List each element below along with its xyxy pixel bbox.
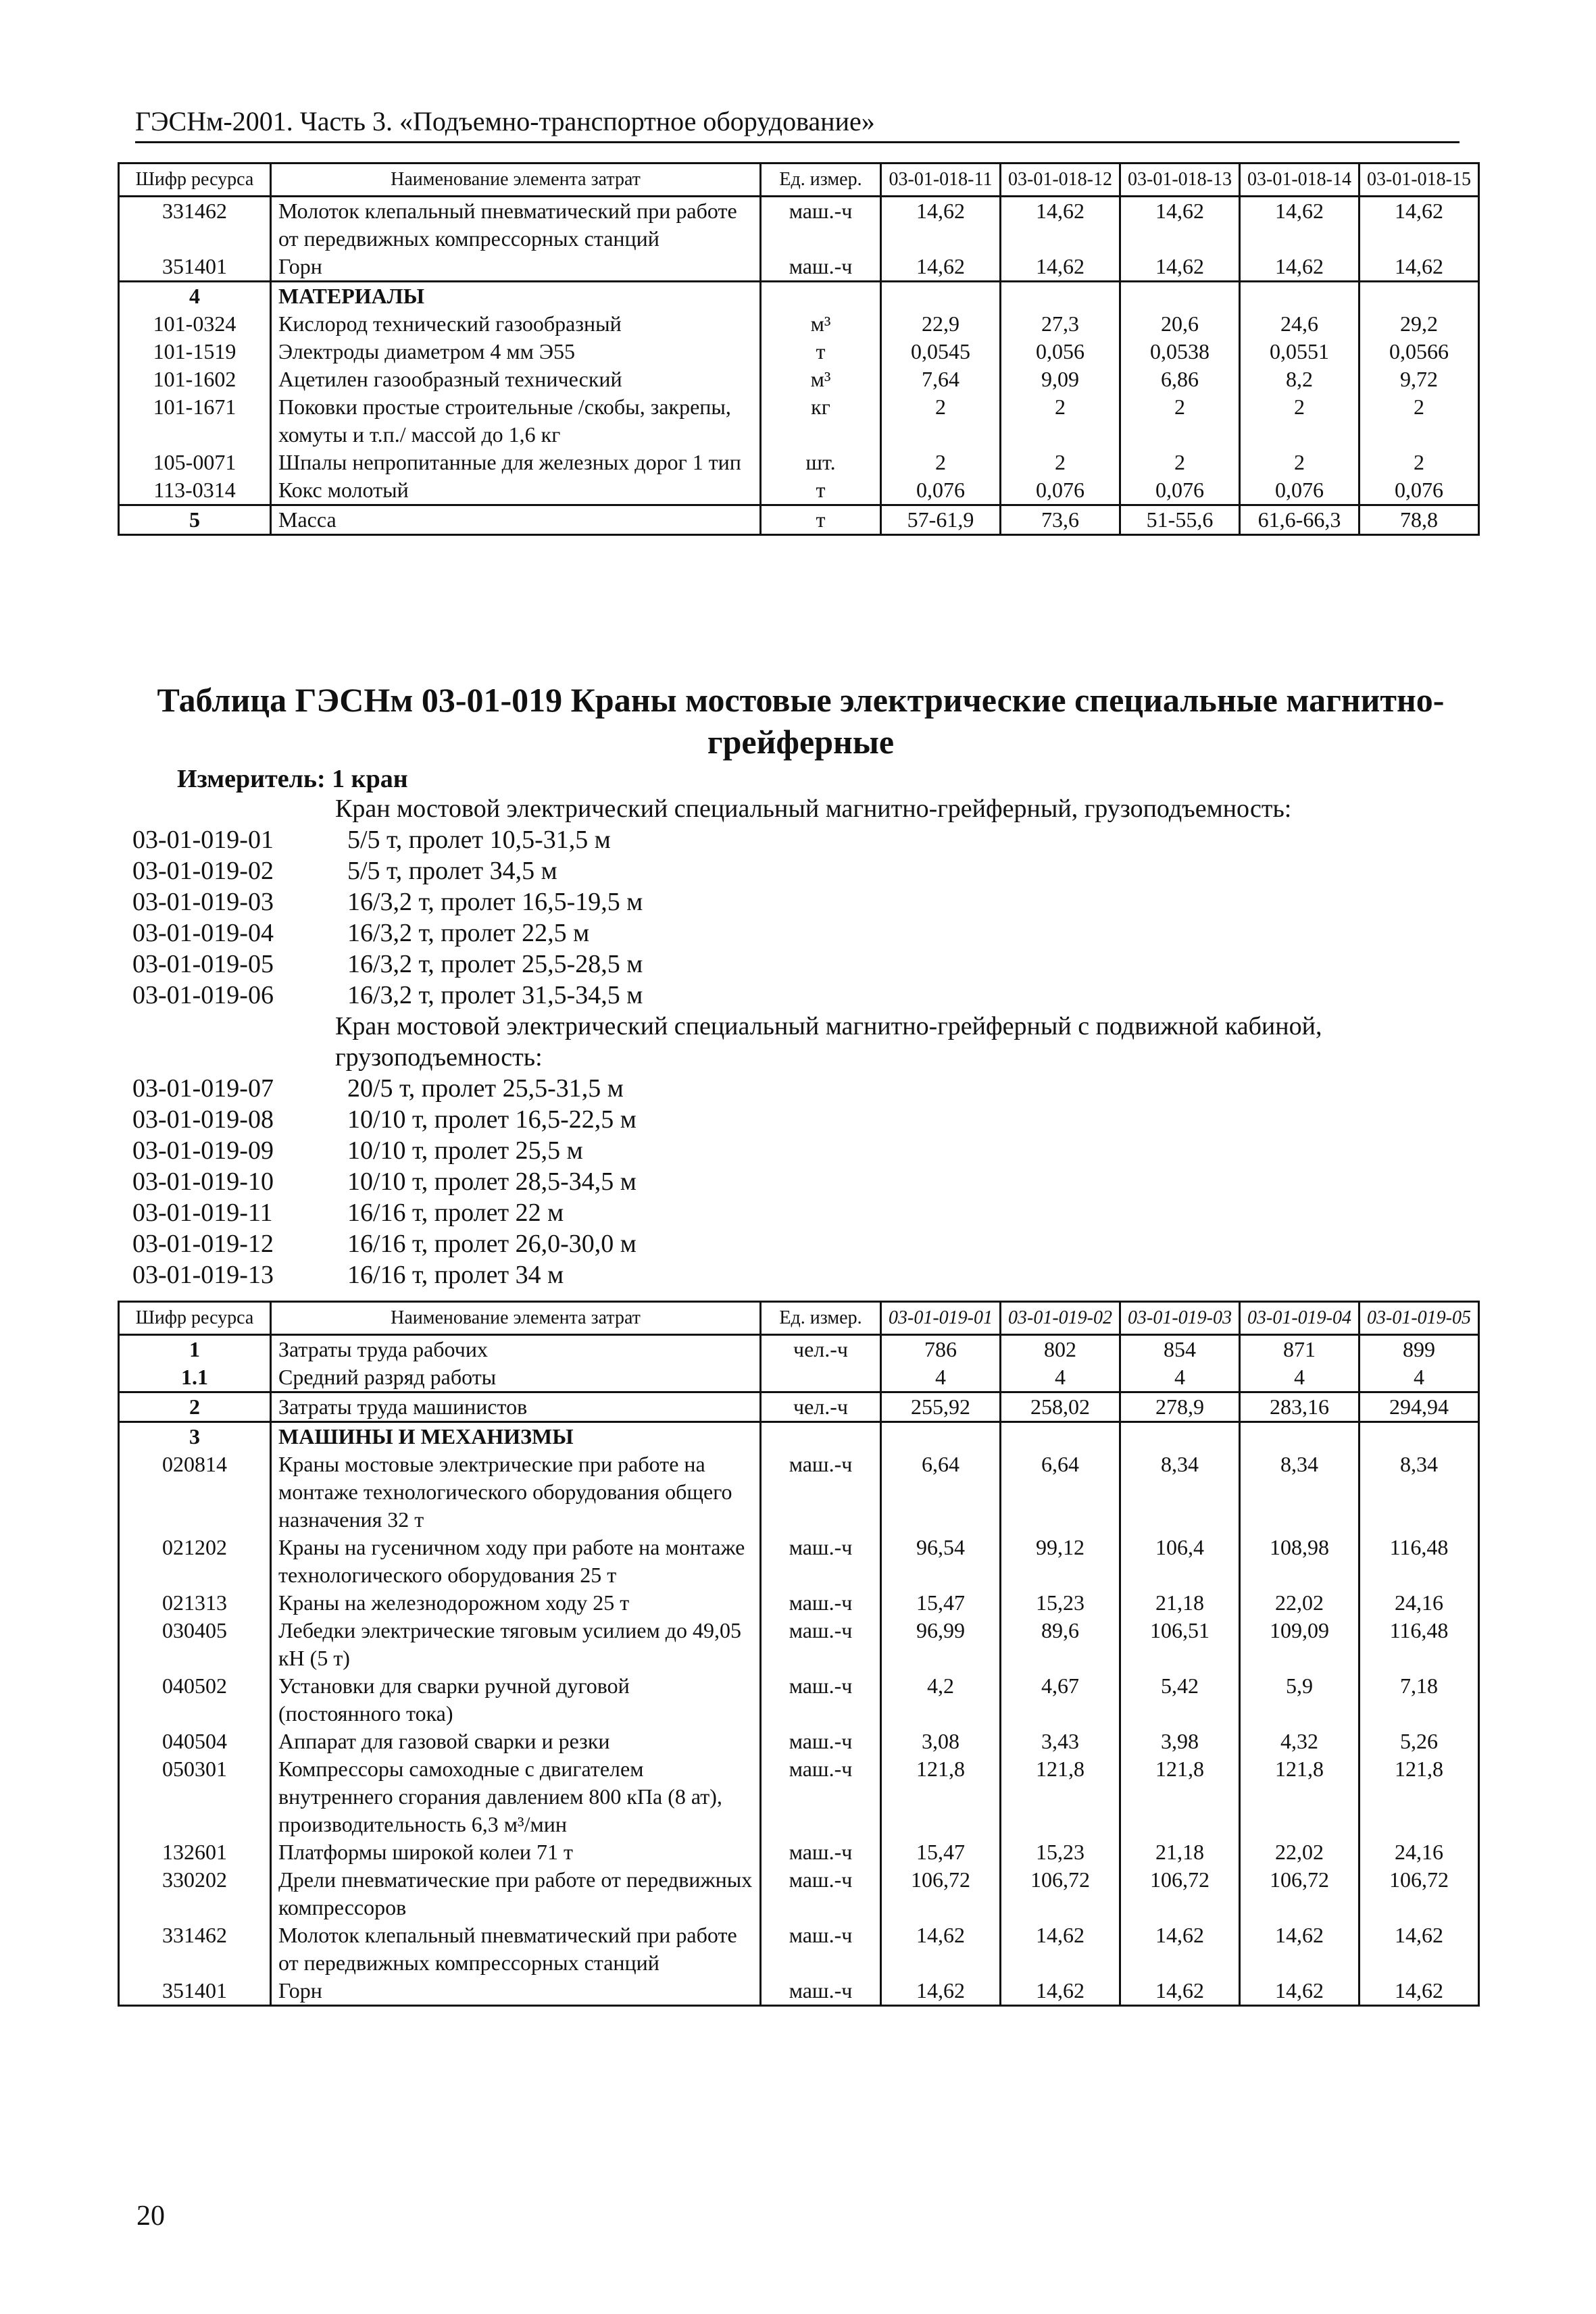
resource-name: МАТЕРИАЛЫ	[271, 282, 761, 311]
resource-value: 121,8	[1240, 1755, 1360, 1838]
norm-description: 16/16 т, пролет 22 м	[347, 1199, 564, 1227]
resource-value: 0,056	[1001, 338, 1120, 366]
page-header: ГЭСНм-2001. Часть 3. «Подъемно-транспортное оборудование»	[135, 105, 1460, 143]
resource-unit: маш.-ч	[761, 253, 881, 282]
resource-value: 2	[1001, 393, 1120, 449]
resource-name: Установки для сварки ручной дуговой (постоянного тока)	[271, 1672, 761, 1728]
resource-code: 101-1671	[119, 393, 271, 449]
resource-value: 0,076	[1360, 476, 1479, 505]
resource-value: 0,076	[1120, 476, 1240, 505]
resource-value: 27,3	[1001, 310, 1120, 338]
column-header-code: Шифр ресурса	[119, 1302, 271, 1335]
resource-code: 030405	[119, 1617, 271, 1672]
resource-value: 14,62	[1120, 197, 1240, 253]
column-header-norm-code: 03-01-018-14	[1240, 164, 1360, 197]
resource-code: 050301	[119, 1755, 271, 1838]
resource-value: 294,94	[1360, 1392, 1479, 1422]
table-row	[119, 282, 1479, 311]
norm-code: 03-01-019-11	[132, 1199, 273, 1227]
resource-unit	[761, 1363, 881, 1392]
table-row	[119, 338, 1479, 366]
column-header-code: Шифр ресурса	[119, 164, 271, 197]
resource-value: 2	[1240, 449, 1360, 476]
norm-code: 03-01-019-02	[132, 857, 274, 885]
resource-name: Затраты труда рабочих	[271, 1335, 761, 1364]
group-caption: грузоподъемность:	[335, 1043, 543, 1072]
resource-unit: т	[761, 338, 881, 366]
resource-value	[1001, 1422, 1120, 1451]
resource-value: 121,8	[1360, 1755, 1479, 1838]
resource-value: 15,47	[881, 1589, 1001, 1617]
resource-value: 4	[1360, 1363, 1479, 1392]
norm-list-item	[132, 917, 1477, 949]
norm-list-item	[132, 1135, 1477, 1166]
norm-list	[132, 793, 1477, 1290]
column-header-unit: Ед. измер.	[761, 164, 881, 197]
resource-value: 14,62	[1120, 253, 1240, 282]
column-header-norm-code: 03-01-018-11	[881, 164, 1001, 197]
resource-value: 29,2	[1360, 310, 1479, 338]
resource-code: 101-0324	[119, 310, 271, 338]
resource-value: 24,16	[1360, 1589, 1479, 1617]
resource-name: Кокс молотый	[271, 476, 761, 505]
resource-value: 4	[1240, 1363, 1360, 1392]
resource-code: 113-0314	[119, 476, 271, 505]
resource-value: 4,32	[1240, 1728, 1360, 1755]
resource-table-018	[118, 162, 1480, 536]
resource-value: 78,8	[1360, 505, 1479, 535]
page-number: 20	[136, 2200, 165, 2232]
table-title: Таблица ГЭСНм 03-01-019 Краны мостовые электрические специальные магнитно-грейферные	[157, 681, 1445, 761]
resource-value: 106,72	[1240, 1866, 1360, 1921]
resource-code: 021202	[119, 1534, 271, 1589]
table-row	[119, 1755, 1479, 1838]
resource-value: 8,2	[1240, 366, 1360, 393]
resource-unit: маш.-ч	[761, 1672, 881, 1728]
resource-value: 8,34	[1240, 1451, 1360, 1534]
resource-value: 14,62	[1001, 1977, 1120, 2006]
resource-value: 61,6-66,3	[1240, 505, 1360, 535]
resource-value: 99,12	[1001, 1534, 1120, 1589]
norm-code: 03-01-019-12	[132, 1230, 274, 1258]
resource-value: 6,86	[1120, 366, 1240, 393]
column-header-name: Наименование элемента затрат	[271, 1302, 761, 1335]
norm-list-item	[132, 824, 1477, 855]
resource-value: 14,62	[1360, 253, 1479, 282]
column-header-norm-code: 03-01-018-15	[1360, 164, 1479, 197]
resource-value: 14,62	[1001, 253, 1120, 282]
table-row	[119, 1866, 1479, 1921]
resource-value: 51-55,6	[1120, 505, 1240, 535]
resource-value: 57-61,9	[881, 505, 1001, 535]
resource-value: 0,076	[1240, 476, 1360, 505]
resource-value: 24,16	[1360, 1838, 1479, 1866]
table-row	[119, 310, 1479, 338]
resource-value: 3,08	[881, 1728, 1001, 1755]
resource-name: Краны на гусеничном ходу при работе на монтаже технологического оборудования 25 т	[271, 1534, 761, 1589]
table-row	[119, 449, 1479, 476]
resource-value: 0,076	[881, 476, 1001, 505]
resource-unit: маш.-ч	[761, 1921, 881, 1977]
resource-name: Горн	[271, 1977, 761, 2006]
column-header-norm-code: 03-01-018-12	[1001, 164, 1120, 197]
column-header-norm-code: 03-01-019-05	[1360, 1302, 1479, 1335]
norm-description: 10/10 т, пролет 25,5 м	[347, 1136, 583, 1165]
resource-value: 106,51	[1120, 1617, 1240, 1672]
resource-value: 106,72	[1120, 1866, 1240, 1921]
resource-name: Молоток клепальный пневматический при работе от передвижных компрессорных станций	[271, 1921, 761, 1977]
resource-value: 2	[1120, 393, 1240, 449]
resource-value: 854	[1120, 1335, 1240, 1364]
resource-value: 109,09	[1240, 1617, 1360, 1672]
resource-value: 278,9	[1120, 1392, 1240, 1422]
resource-code: 101-1519	[119, 338, 271, 366]
resource-value: 5,26	[1360, 1728, 1479, 1755]
resource-value: 0,0551	[1240, 338, 1360, 366]
resource-value: 2	[1360, 393, 1479, 449]
resource-unit: маш.-ч	[761, 1977, 881, 2006]
resource-unit	[761, 1422, 881, 1451]
resource-value	[1120, 1422, 1240, 1451]
norm-description: 16/3,2 т, пролет 31,5-34,5 м	[347, 981, 643, 1009]
resource-value: 8,34	[1120, 1451, 1240, 1534]
resource-value: 14,62	[1240, 1921, 1360, 1977]
norm-code: 03-01-019-06	[132, 981, 274, 1009]
resource-unit: маш.-ч	[761, 1838, 881, 1866]
norm-description: 10/10 т, пролет 28,5-34,5 м	[347, 1167, 637, 1196]
measure-unit: Измеритель: 1 кран	[177, 765, 408, 793]
resource-code: 132601	[119, 1838, 271, 1866]
table-row	[119, 1617, 1479, 1672]
norm-code: 03-01-019-13	[132, 1261, 274, 1289]
norm-code: 03-01-019-01	[132, 826, 274, 854]
resource-value: 14,62	[881, 253, 1001, 282]
column-header-norm-code: 03-01-018-13	[1120, 164, 1240, 197]
resource-value: 116,48	[1360, 1617, 1479, 1672]
norm-list-item	[132, 1228, 1477, 1259]
norm-description: 16/3,2 т, пролет 25,5-28,5 м	[347, 950, 643, 978]
norm-list-item	[132, 1073, 1477, 1104]
resource-value	[1240, 282, 1360, 311]
resource-value: 22,9	[881, 310, 1001, 338]
resource-value: 2	[1240, 393, 1360, 449]
resource-name: Молоток клепальный пневматический при работе от передвижных компрессорных станций	[271, 197, 761, 253]
resource-code: 1	[119, 1335, 271, 1364]
resource-unit: маш.-ч	[761, 1589, 881, 1617]
resource-value: 121,8	[1001, 1755, 1120, 1838]
resource-unit: маш.-ч	[761, 1755, 881, 1838]
table-row	[119, 1838, 1479, 1866]
table-row	[119, 1335, 1479, 1364]
resource-value: 15,47	[881, 1838, 1001, 1866]
resource-value: 14,62	[1120, 1921, 1240, 1977]
norm-list-item	[132, 855, 1477, 886]
resource-name: Поковки простые строительные /скобы, закрепы, хомуты и т.п./ массой до 1,6 кг	[271, 393, 761, 449]
column-header-norm-code: 03-01-019-01	[881, 1302, 1001, 1335]
resource-value: 2	[1360, 449, 1479, 476]
resource-code: 330202	[119, 1866, 271, 1921]
norm-description: 16/3,2 т, пролет 16,5-19,5 м	[347, 888, 643, 916]
table-row	[119, 253, 1479, 282]
resource-unit: маш.-ч	[761, 1451, 881, 1534]
resource-value	[1360, 282, 1479, 311]
resource-value: 9,72	[1360, 366, 1479, 393]
resource-value: 3,43	[1001, 1728, 1120, 1755]
resource-value: 2	[1001, 449, 1120, 476]
resource-value: 871	[1240, 1335, 1360, 1364]
resource-value: 121,8	[1120, 1755, 1240, 1838]
table-row	[119, 1392, 1479, 1422]
resource-value: 14,62	[881, 1921, 1001, 1977]
resource-value: 121,8	[881, 1755, 1001, 1838]
resource-code: 331462	[119, 1921, 271, 1977]
resource-code: 021313	[119, 1589, 271, 1617]
norm-code: 03-01-019-05	[132, 950, 274, 978]
resource-value: 0,076	[1001, 476, 1120, 505]
resource-value: 14,62	[1240, 253, 1360, 282]
resource-name: Кислород технический газообразный	[271, 310, 761, 338]
norm-description: 5/5 т, пролет 10,5-31,5 м	[347, 826, 611, 854]
resource-value: 4	[881, 1363, 1001, 1392]
resource-unit: маш.-ч	[761, 1534, 881, 1589]
resource-value: 4,2	[881, 1672, 1001, 1728]
resource-value: 106,72	[1360, 1866, 1479, 1921]
resource-name: Платформы широкой колеи 71 т	[271, 1838, 761, 1866]
resource-value: 786	[881, 1335, 1001, 1364]
table-row	[119, 1534, 1479, 1589]
norm-list-item	[132, 980, 1477, 1011]
resource-value: 14,62	[1360, 1977, 1479, 2006]
norm-code: 03-01-019-04	[132, 919, 274, 947]
resource-name: Лебедки электрические тяговым усилием до 49,05 кН (5 т)	[271, 1617, 761, 1672]
resource-code: 5	[119, 505, 271, 535]
resource-value: 14,62	[881, 197, 1001, 253]
resource-code: 351401	[119, 1977, 271, 2006]
table-row	[119, 1977, 1479, 2006]
table-row	[119, 366, 1479, 393]
resource-value: 116,48	[1360, 1534, 1479, 1589]
table-row	[119, 1672, 1479, 1728]
resource-unit: маш.-ч	[761, 1728, 881, 1755]
resource-name: Краны на железнодорожном ходу 25 т	[271, 1589, 761, 1617]
norm-list-item	[132, 886, 1477, 917]
resource-value: 96,54	[881, 1534, 1001, 1589]
resource-unit	[761, 282, 881, 311]
resource-value: 14,62	[1360, 197, 1479, 253]
resource-value: 14,62	[1001, 1921, 1120, 1977]
resource-value: 5,42	[1120, 1672, 1240, 1728]
resource-value: 4	[1120, 1363, 1240, 1392]
resource-unit: т	[761, 505, 881, 535]
resource-value	[1120, 282, 1240, 311]
column-header-norm-code: 03-01-019-02	[1001, 1302, 1120, 1335]
resource-value: 89,6	[1001, 1617, 1120, 1672]
resource-value: 7,64	[881, 366, 1001, 393]
table-row	[119, 1422, 1479, 1451]
resource-value: 106,72	[1001, 1866, 1120, 1921]
resource-value: 0,0545	[881, 338, 1001, 366]
resource-name: Дрели пневматические при работе от передвижных компрессоров	[271, 1866, 761, 1921]
resource-name: Ацетилен газообразный технический	[271, 366, 761, 393]
resource-value	[1360, 1422, 1479, 1451]
resource-code: 1.1	[119, 1363, 271, 1392]
resource-value: 108,98	[1240, 1534, 1360, 1589]
table-row	[119, 1921, 1479, 1977]
resource-value: 106,4	[1120, 1534, 1240, 1589]
norm-description: 16/16 т, пролет 34 м	[347, 1261, 564, 1289]
norm-list-item	[132, 949, 1477, 980]
resource-code: 101-1602	[119, 366, 271, 393]
resource-value: 96,99	[881, 1617, 1001, 1672]
resource-value: 14,62	[1001, 197, 1120, 253]
norm-description: 16/16 т, пролет 26,0-30,0 м	[347, 1230, 637, 1258]
resource-value: 14,62	[1360, 1921, 1479, 1977]
resource-value: 283,16	[1240, 1392, 1360, 1422]
resource-value: 24,6	[1240, 310, 1360, 338]
resource-value: 802	[1001, 1335, 1120, 1364]
resource-name: Затраты труда машинистов	[271, 1392, 761, 1422]
resource-name: МАШИНЫ И МЕХАНИЗМЫ	[271, 1422, 761, 1451]
resource-name: Аппарат для газовой сварки и резки	[271, 1728, 761, 1755]
resource-value: 9,09	[1001, 366, 1120, 393]
resource-value: 899	[1360, 1335, 1479, 1364]
resource-value: 255,92	[881, 1392, 1001, 1422]
resource-table-019	[118, 1301, 1480, 2007]
column-header-norm-code: 03-01-019-03	[1120, 1302, 1240, 1335]
resource-value: 73,6	[1001, 505, 1120, 535]
resource-value: 14,62	[1240, 197, 1360, 253]
resource-name: Масса	[271, 505, 761, 535]
resource-value: 6,64	[881, 1451, 1001, 1534]
resource-value	[1240, 1422, 1360, 1451]
resource-code: 105-0071	[119, 449, 271, 476]
table-row	[119, 1589, 1479, 1617]
resource-value: 106,72	[881, 1866, 1001, 1921]
resource-value: 22,02	[1240, 1838, 1360, 1866]
resource-unit: шт.	[761, 449, 881, 476]
norm-description: 5/5 т, пролет 34,5 м	[347, 857, 557, 885]
resource-value: 14,62	[881, 1977, 1001, 2006]
resource-value: 4,67	[1001, 1672, 1120, 1728]
norm-description: 20/5 т, пролет 25,5-31,5 м	[347, 1074, 624, 1103]
resource-value: 8,34	[1360, 1451, 1479, 1534]
norm-list-item	[132, 1166, 1477, 1197]
resource-value: 258,02	[1001, 1392, 1120, 1422]
resource-value: 21,18	[1120, 1589, 1240, 1617]
resource-code: 020814	[119, 1451, 271, 1534]
resource-code: 331462	[119, 197, 271, 253]
resource-value: 0,0566	[1360, 338, 1479, 366]
resource-unit: маш.-ч	[761, 197, 881, 253]
resource-value: 2	[881, 449, 1001, 476]
resource-code: 040502	[119, 1672, 271, 1728]
resource-unit: маш.-ч	[761, 1617, 881, 1672]
norm-code: 03-01-019-09	[132, 1136, 274, 1165]
resource-unit: кг	[761, 393, 881, 449]
resource-name: Горн	[271, 253, 761, 282]
resource-name: Средний разряд работы	[271, 1363, 761, 1392]
resource-value: 5,9	[1240, 1672, 1360, 1728]
norm-code: 03-01-019-08	[132, 1105, 274, 1134]
resource-value: 2	[881, 393, 1001, 449]
group-caption: Кран мостовой электрический специальный магнитно-грейферный с подвижной кабиной,	[335, 1012, 1322, 1040]
resource-unit: маш.-ч	[761, 1866, 881, 1921]
resource-value	[881, 1422, 1001, 1451]
table-row	[119, 393, 1479, 449]
table-row	[119, 197, 1479, 253]
resource-value: 14,62	[1240, 1977, 1360, 2006]
table-row	[119, 505, 1479, 535]
resource-name: Компрессоры самоходные с двигателем внутреннего сгорания давлением 800 кПа (8 ат), производительность 6,3 м³/мин	[271, 1755, 761, 1838]
resource-code: 3	[119, 1422, 271, 1451]
column-header-norm-code: 03-01-019-04	[1240, 1302, 1360, 1335]
norm-code: 03-01-019-07	[132, 1074, 274, 1103]
resource-value: 0,0538	[1120, 338, 1240, 366]
resource-unit: м³	[761, 366, 881, 393]
norm-code: 03-01-019-10	[132, 1167, 274, 1196]
table-row	[119, 1728, 1479, 1755]
resource-value: 2	[1120, 449, 1240, 476]
resource-value: 21,18	[1120, 1838, 1240, 1866]
norm-list-item	[132, 1104, 1477, 1135]
resource-value: 3,98	[1120, 1728, 1240, 1755]
resource-code: 351401	[119, 253, 271, 282]
norm-description: 10/10 т, пролет 16,5-22,5 м	[347, 1105, 637, 1134]
column-header-unit: Ед. измер.	[761, 1302, 881, 1335]
table-row	[119, 476, 1479, 505]
resource-value: 22,02	[1240, 1589, 1360, 1617]
resource-unit: чел.-ч	[761, 1392, 881, 1422]
resource-value	[1001, 282, 1120, 311]
resource-value: 6,64	[1001, 1451, 1120, 1534]
norm-list-item	[132, 1259, 1477, 1290]
table-row	[119, 1363, 1479, 1392]
group-caption: Кран мостовой электрический специальный магнитно-грейферный, грузоподъемность:	[335, 795, 1292, 823]
resource-name: Краны мостовые электрические при работе на монтаже технологического оборудования общего назначения 32 т	[271, 1451, 761, 1534]
resource-value	[881, 282, 1001, 311]
resource-code: 040504	[119, 1728, 271, 1755]
resource-name: Шпалы непропитанные для железных дорог 1 тип	[271, 449, 761, 476]
resource-value: 20,6	[1120, 310, 1240, 338]
resource-code: 4	[119, 282, 271, 311]
resource-value: 4	[1001, 1363, 1120, 1392]
norm-list-item	[132, 1197, 1477, 1228]
resource-unit: т	[761, 476, 881, 505]
resource-value: 15,23	[1001, 1589, 1120, 1617]
table-row	[119, 1451, 1479, 1534]
resource-unit: м³	[761, 310, 881, 338]
resource-value: 14,62	[1120, 1977, 1240, 2006]
resource-name: Электроды диаметром 4 мм Э55	[271, 338, 761, 366]
resource-value: 7,18	[1360, 1672, 1479, 1728]
norm-code: 03-01-019-03	[132, 888, 274, 916]
resource-value: 15,23	[1001, 1838, 1120, 1866]
resource-code: 2	[119, 1392, 271, 1422]
norm-description: 16/3,2 т, пролет 22,5 м	[347, 919, 590, 947]
resource-unit: чел.-ч	[761, 1335, 881, 1364]
column-header-name: Наименование элемента затрат	[271, 164, 761, 197]
